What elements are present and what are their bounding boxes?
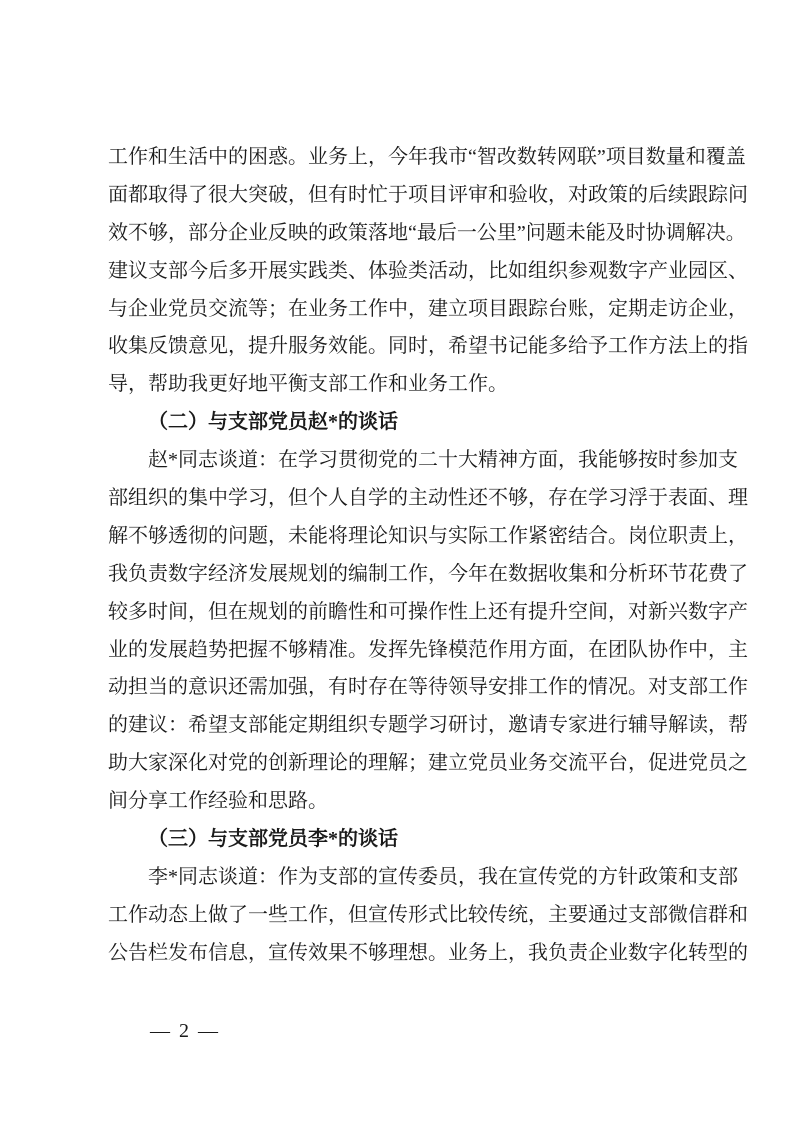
heading-text: （二）与支部党员赵*的谈话 [148, 411, 398, 434]
section-heading [108, 404, 691, 442]
paragraph [108, 859, 748, 973]
text-line: 助大家深化对党的创新理论的理解；建立党员业务交流平台，促进党员之 [108, 752, 748, 775]
page-number: — 2 — [150, 1020, 220, 1042]
text-line: 间分享工作经验和思路。 [108, 790, 328, 813]
text-line: 效不够，部分企业反映的政策落地“最后一公里”问题未能及时协调解决。 [108, 221, 746, 244]
text-line: 赵*同志谈道：在学习贯彻党的二十大精神方面，我能够按时参加支 [148, 449, 738, 472]
text-line: 解不够透彻的问题，未能将理论知识与实际工作紧密结合。岗位职责上， [108, 524, 748, 547]
text-line: 的建议：希望支部能定期组织专题学习研讨，邀请专家进行辅导解读，帮 [108, 714, 748, 737]
text-line: 部组织的集中学习，但个人自学的主动性还不够，存在学习浮于表面、理 [108, 487, 748, 510]
text-line: 工作动态上做了一些工作，但宣传形式比较传统，主要通过支部微信群和 [108, 903, 748, 926]
text-line: 与企业党员交流等；在业务工作中，建立项目跟踪台账，定期走访企业， [108, 297, 748, 320]
text-line: 我负责数字经济发展规划的编制工作，今年在数据收集和分析环节花费了 [108, 562, 748, 585]
text-line: 建议支部今后多开展实践类、体验类活动，比如组织参观数字产业园区、 [108, 259, 748, 282]
text-line: 较多时间，但在规划的前瞻性和可操作性上还有提升空间，对新兴数字产 [108, 600, 748, 623]
heading-text: （三）与支部党员李*的谈话 [148, 828, 398, 851]
text-line: 面都取得了很大突破，但有时忙于项目评审和验收，对政策的后续跟踪问 [108, 183, 748, 206]
text-line: 公告栏发布信息，宣传效果不够理想。业务上，我负责企业数字化转型的 [108, 941, 748, 964]
text-line: 动担当的意识还需加强，有时存在等待领导安排工作的情况。对支部工作 [108, 676, 748, 699]
text-line: 收集反馈意见，提升服务效能。同时，希望书记能多给予工作方法上的指 [108, 335, 748, 358]
document-body [108, 139, 748, 973]
text-line: 业的发展趋势把握不够精准。发挥先锋模范作用方面，在团队协作中，主 [108, 638, 748, 661]
section-heading [108, 821, 691, 859]
text-line: 导，帮助我更好地平衡支部工作和业务工作。 [108, 373, 508, 396]
text-line: 工作和生活中的困惑。业务上，今年我市“智改数转网联”项目数量和覆盖 [108, 146, 746, 168]
text-line: 李*同志谈道：作为支部的宣传委员，我在宣传党的方针政策和支部 [148, 865, 738, 888]
paragraph [108, 442, 748, 821]
paragraph [108, 139, 748, 404]
